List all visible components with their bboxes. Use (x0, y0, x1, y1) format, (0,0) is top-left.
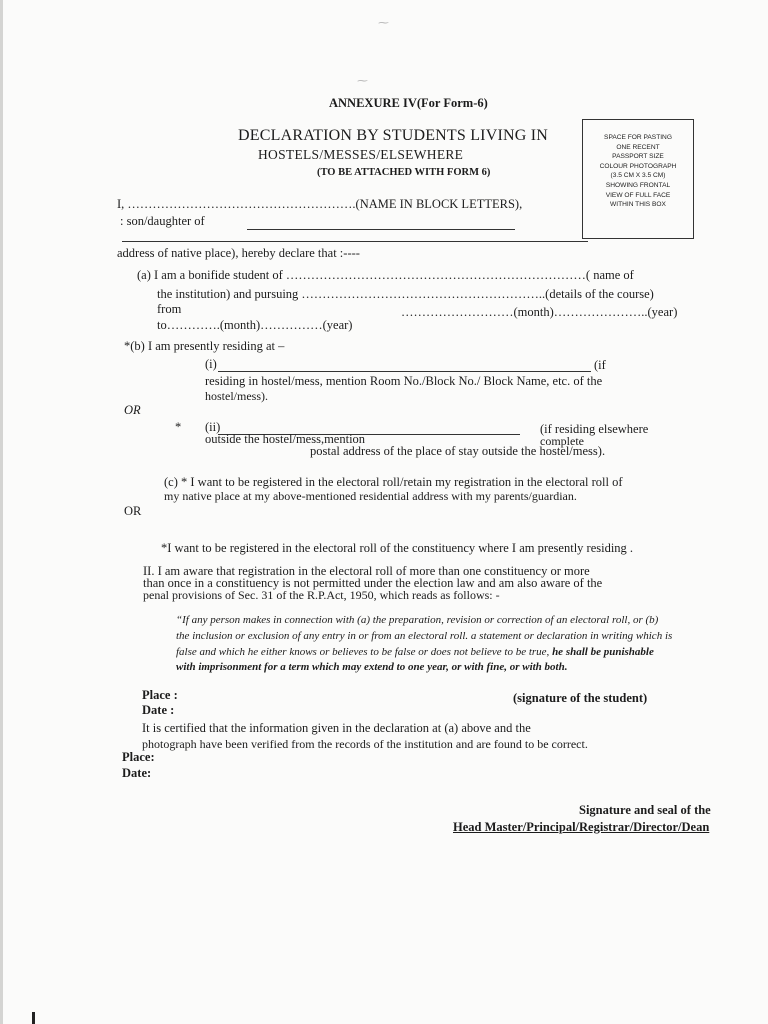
item-c-line1: (c) * I want to be registered in the electoral roll/retain my registration in the electoral roll of (164, 475, 623, 489)
item-a-to: to………….(month)……………(year) (157, 318, 353, 332)
item-a-from: from (157, 302, 182, 316)
certificate-date-label: Date: (122, 766, 152, 780)
item-a-month-year: ………………………(month)…………………..(year) (401, 305, 678, 319)
item-ii-line2: than once in a constituency is not permitted under the election law and am also aware of the (143, 576, 603, 590)
item-b-star: * (175, 420, 182, 434)
item-b-ii-line3: postal address of the place of stay outside the hostel/mess). (310, 444, 606, 458)
place-label: Place : (142, 688, 178, 702)
scan-speck: ⁓ (378, 17, 389, 29)
quote-line3-bold: he shall be punishable (549, 646, 654, 658)
item-b-i-label: (i) (205, 357, 217, 371)
date-label: Date : (142, 703, 175, 717)
quote-line1: “If any person makes in connection with (a) the preparation, revision or correction of an electoral roll, or (b) (176, 614, 659, 626)
quote-line4: with imprisonment for a term which may extend to one year, or with fine, or with both. (176, 661, 568, 673)
item-b-ii-right2: complete (540, 434, 584, 448)
certificate-line1: It is certified that the information given in the declaration at (a) above and the (142, 721, 531, 735)
photo-box-text: PASSPORT SIZE (612, 153, 664, 161)
item-b-i-line3: hostel/mess). (205, 389, 268, 403)
item-c-alt: *I want to be registered in the electoral roll of the constituency where I am presently residing . (161, 541, 634, 555)
item-a-line1: (a) I am a bonifide student of ………………………………………………………………( name of (137, 268, 634, 282)
photo-box-text: SHOWING FRONTAL (605, 181, 671, 189)
item-b-i-line2: residing in hostel/mess, mention Room No./Block No./ Block Name, etc. of the (205, 374, 603, 388)
scan-edge (0, 0, 3, 1024)
parent-name-line[interactable] (247, 229, 515, 230)
photo-box-text: SPACE FOR PASTING (604, 134, 672, 141)
photo-box-text: ONE RECENT (616, 143, 660, 151)
name-line: I, ……………………………………………….(NAME IN BLOCK LETTERS), (117, 197, 523, 211)
photo-box-text: (3.5 CM X 3.5 CM) (610, 172, 666, 180)
son-daughter-label: : son/daughter of (120, 214, 205, 228)
scan-mark (32, 1012, 35, 1024)
photo-box-text: VIEW OF FULL FACE (605, 191, 671, 199)
student-signature-label: (signature of the student) (513, 691, 648, 705)
item-b-i-if: (if (594, 358, 606, 372)
item-ii-line3: penal provisions of Sec. 31 of the R.P.Act, 1950, which reads as follows: - (143, 588, 500, 602)
declaration-subtitle: HOSTELS/MESSES/ELSEWHERE (258, 147, 464, 162)
photo-box-text: WITHIN THIS BOX (610, 201, 666, 209)
attach-note: (TO BE ATTACHED WITH FORM 6) (317, 167, 491, 178)
head-signature-line1: Signature and seal of the (579, 803, 711, 817)
hostel-address-line[interactable] (218, 371, 591, 372)
quote-line3 (176, 646, 654, 658)
item-b-ii-left2: outside the hostel/mess,mention (205, 432, 366, 446)
item-c-line2: my native place at my above-mentioned residential address with my parents/guardian. (164, 489, 577, 503)
annexure-label: ANNEXURE IV(For Form-6) (329, 96, 488, 110)
or-label: OR (124, 403, 141, 417)
item-b-ii-right1: (if residing elsewhere (540, 422, 649, 436)
native-address-line[interactable] (122, 241, 588, 242)
item-a-line2: the institution) and pursuing …………………………………………………..(details of the course) (157, 287, 654, 301)
item-b-ii-label: (ii) (205, 420, 221, 434)
quote-line2: the inclusion or exclusion of any entry in or from an electoral roll. a statement or declaration in writing which is (176, 630, 673, 642)
item-ii-line1: II. I am aware that registration in the electoral roll of more than one constituency or more (143, 564, 590, 578)
or-label: OR (124, 504, 142, 518)
photo-box-text: COLOUR PHOTOGRAPH (599, 162, 677, 170)
item-b-intro: *(b) I am presently residing at – (124, 339, 285, 353)
head-signature-line2: Head Master/Principal/Registrar/Director/Dean (453, 820, 710, 834)
quote-line3-text: false and which he either knows or believes to be false or does not believe to be true, (176, 646, 550, 658)
photo-box[interactable] (582, 119, 694, 239)
declaration-title: DECLARATION BY STUDENTS LIVING IN (238, 127, 548, 144)
address-declare-line: address of native place), hereby declare that :---- (117, 246, 360, 260)
certificate-line2: photograph have been verified from the records of the institution and are found to be correct. (142, 737, 588, 751)
certificate-place-label: Place: (122, 750, 155, 764)
scan-speck: ⁓ (357, 75, 368, 87)
